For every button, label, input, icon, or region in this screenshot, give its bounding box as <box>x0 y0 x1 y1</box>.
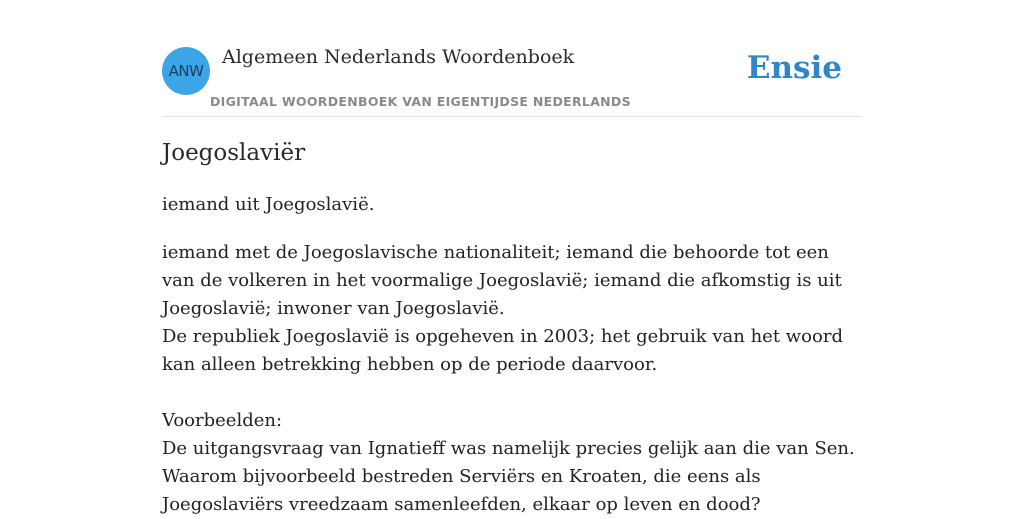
examples-label: Voorbeelden: <box>162 410 283 431</box>
example-sentence: Waarom bijvoorbeeld bestreden Serviërs en Kroaten, die eens als Joegoslaviërs vreedzaam samenleefden, elkaar op leven en dood? <box>162 466 761 515</box>
ensie-brand-logo[interactable]: Ensie <box>746 50 842 86</box>
definition-body <box>162 239 862 519</box>
anw-logo[interactable] <box>162 47 210 95</box>
example-sentence: De uitgangsvraag van Ignatieff was namelijk precies gelijk aan die van Sen. <box>162 438 855 459</box>
short-definition: iemand uit Joegoslavië. <box>162 194 375 215</box>
headword: Joegoslaviër <box>162 140 306 166</box>
page-container <box>162 0 862 515</box>
usage-note: De republiek Joegoslavië is opgeheven in 2003; het gebruik van het woord kan alleen betrekking hebben op de periode daarvoor. <box>162 326 843 375</box>
site-header <box>162 0 862 117</box>
logo-text: ANW <box>168 62 204 80</box>
definition-text: iemand met de Joegoslavische nationaliteit; iemand die behoorde tot een van de volkeren in het voormalige Joegoslavië; iemand die afkomstig is uit Joegoslavië; inwoner van Joegoslavië. <box>162 242 842 319</box>
site-subtitle: DIGITAAL WOORDENBOEK VAN EIGENTIJDSE NEDERLANDS <box>210 94 631 109</box>
site-title[interactable]: Algemeen Nederlands Woordenboek <box>222 46 575 68</box>
